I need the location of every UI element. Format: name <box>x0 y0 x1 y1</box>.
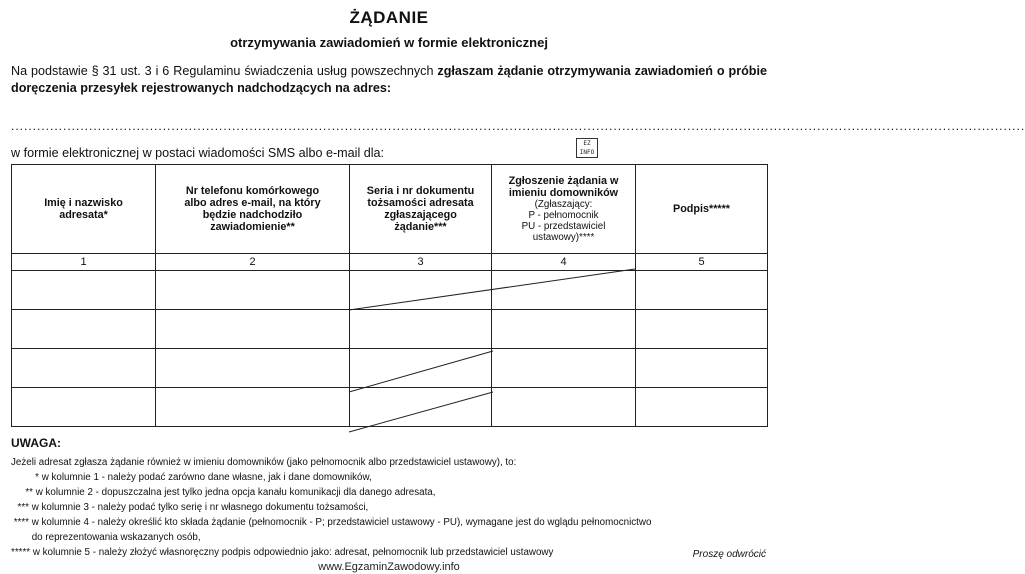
col-number: 3 <box>350 254 492 271</box>
col-number: 2 <box>156 254 350 271</box>
note-line <box>11 515 767 530</box>
cell-signature[interactable] <box>636 310 768 349</box>
note-text: w kolumnie 2 - dopuszczalna jest tylko jedna opcja kanału komunikacji dla danego adresata, <box>35 487 436 498</box>
cell-contact[interactable] <box>156 271 350 310</box>
request-table <box>11 164 768 427</box>
note-line <box>11 500 767 515</box>
note-line <box>11 470 767 485</box>
page-subtitle: otrzymywania zawiadomień w formie elektronicznej <box>230 35 548 50</box>
cell-signature[interactable] <box>636 388 768 427</box>
note-text: Jeżeli adresat zgłasza żądanie również w imieniu domowników (jako pełnomocnik albo przedstawiciel ustawowy), to: <box>11 457 517 468</box>
table-row <box>12 271 768 310</box>
header-col-4-title: Zgłoszenie żądania w imieniu domowników <box>508 175 619 199</box>
note-heading: UWAGA: <box>11 436 61 450</box>
note-text: w kolumnie 3 - należy podać tylko serię i nr własnego dokumentu tożsamości, <box>31 502 369 513</box>
header-col-4-note-line: ustawowy)**** <box>532 232 595 243</box>
note-text: w kolumnie 1 - należy podać zarówno dane własne, jak i dane domowników, <box>41 472 372 483</box>
page-title: ŻĄDANIE <box>349 8 429 27</box>
address-dotted-line[interactable]: .......................................................................................................................................................................................................................................... <box>11 119 1025 133</box>
note-text: do reprezentowania wskazanych osób, <box>31 532 201 543</box>
header-col-3: Seria i nr dokumentu tożsamości adresata zgłaszającego żądanie*** <box>350 165 492 254</box>
cell-document[interactable] <box>350 349 492 388</box>
cell-name[interactable] <box>12 271 156 310</box>
col-number: 5 <box>636 254 768 271</box>
note-marker: * <box>35 472 39 483</box>
site-watermark[interactable]: www.EgzaminZawodowy.info <box>318 561 460 573</box>
cell-name[interactable] <box>12 310 156 349</box>
table-row <box>12 349 768 388</box>
note-marker: ** <box>25 487 33 498</box>
cell-document[interactable] <box>350 388 492 427</box>
table-number-row <box>12 254 768 271</box>
header-col-4-note <box>500 199 627 243</box>
note-marker: ***** <box>11 547 31 558</box>
col-number: 4 <box>492 254 636 271</box>
note-marker: **** <box>13 517 29 528</box>
note-line <box>11 455 767 470</box>
header-col-2: Nr telefonu komórkowego albo adres e-mail, na który będzie nadchodziło zawiadomienie** <box>156 165 350 254</box>
cell-proxy[interactable] <box>492 310 636 349</box>
cell-signature[interactable] <box>636 271 768 310</box>
intro-bold: zgłaszam żądanie otrzymywania zawiadomień o próbie doręczenia przesyłek rejestrowanych nadchodzących na adres: <box>11 64 767 95</box>
note-marker: *** <box>17 502 29 513</box>
header-col-4-note-line: PU - przedstawiciel <box>521 221 606 232</box>
notes-list <box>11 455 767 560</box>
cell-proxy[interactable] <box>492 388 636 427</box>
header-col-4-note-line: P - pełnomocnik <box>528 210 599 221</box>
col-number: 1 <box>12 254 156 271</box>
header-col-4 <box>492 165 636 254</box>
cell-name[interactable] <box>12 349 156 388</box>
header-col-4-note-line: (Zgłaszający: <box>534 199 593 210</box>
cell-contact[interactable] <box>156 349 350 388</box>
note-text: w kolumnie 4 - należy określić kto składa żądanie (pełnomocnik - P; przedstawiciel ustawowy - PU), wymagane jest do wglądu pełnomocnictwo <box>31 517 652 528</box>
cell-contact[interactable] <box>156 388 350 427</box>
turn-over-note: Proszę odwrócić <box>692 549 766 560</box>
table-header-row <box>12 165 768 254</box>
cell-proxy <box>492 271 636 310</box>
intro-paragraph <box>11 63 767 97</box>
header-col-1: Imię i nazwisko adresata* <box>12 165 156 254</box>
cell-signature[interactable] <box>636 349 768 388</box>
header-col-5: Podpis***** <box>636 165 768 254</box>
table-row <box>12 388 768 427</box>
note-text: w kolumnie 5 - należy złożyć własnoręczny podpis odpowiednio jako: adresat, pełnomocnik lub przedstawiciel ustawowy <box>32 547 554 558</box>
qr-code-icon: EZ INFO <box>576 138 598 158</box>
table-row <box>12 310 768 349</box>
cell-contact[interactable] <box>156 310 350 349</box>
note-line <box>11 530 767 545</box>
cell-document[interactable] <box>350 310 492 349</box>
note-line <box>11 485 767 500</box>
cell-document[interactable] <box>350 271 492 310</box>
note-line <box>11 545 767 560</box>
intro-line2: w formie elektronicznej w postaci wiadomości SMS albo e-mail dla: <box>11 146 385 160</box>
intro-normal: Na podstawie § 31 ust. 3 i 6 Regulaminu świadczenia usług powszechnych <box>11 64 434 78</box>
cell-proxy[interactable] <box>492 349 636 388</box>
cell-name[interactable] <box>12 388 156 427</box>
